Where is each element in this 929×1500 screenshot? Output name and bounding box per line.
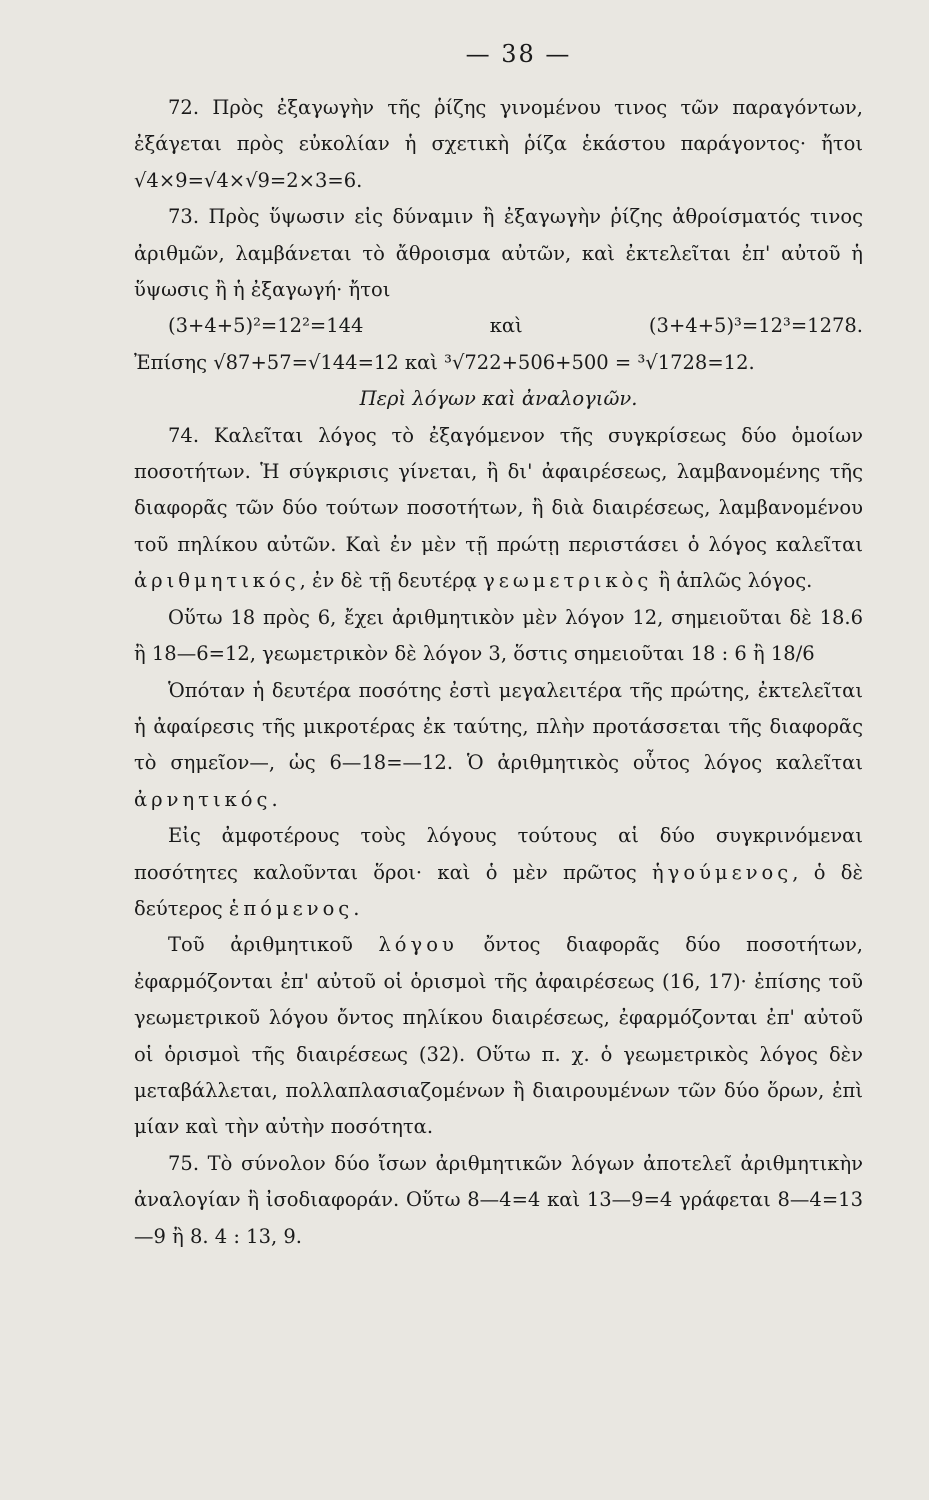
paragraph-negative-end: . bbox=[271, 787, 278, 811]
paragraph-75: 75. Τὸ σύνολον δύο ἴσων ἀριθμητικῶν λόγων ἀποτελεῖ ἀριθμητικὴν ἀναλογίαν ἢ ἰσοδιαφοράν. Οὕτω 8—4=4 καὶ 13—9=4 γράφεται 8—4=13—9 ἢ 8. 4 : 13, 9. bbox=[134, 1151, 863, 1248]
term-negative: ἀρνητικός bbox=[134, 787, 272, 811]
term-ratio: λόγου bbox=[378, 933, 458, 957]
paragraph-73-roots: Ἐπίσης √87+57=√144=12 καὶ ³√722+506+500 = ³√1728=12. bbox=[134, 350, 755, 374]
paragraph-negative bbox=[134, 673, 863, 819]
paragraph-terms-text-b: , ὁ δὲ δεύτερος bbox=[134, 860, 863, 920]
paragraph-74 bbox=[134, 418, 863, 600]
page-text bbox=[134, 90, 863, 1255]
paragraph-definitions-text-b: ὄντος διαφορᾶς δύο ποσοτήτων, ἐφαρμόζονται ἐπ' αὐτοῦ οἱ ὁρισμοὶ τῆς ἀφαιρέσεως (16, 17)· ἐπίσης τοῦ γεωμετρικοῦ λόγου ὄντος πηλίκου διαιρέσεως, ἐφαρμόζονται ἐπ' αὐτοῦ οἱ ὁρισμοὶ τῆς διαιρέσεως (32). Οὕτω π. χ. ὁ γεωμετρικὸς λόγος δὲν μεταβάλλεται, πολλαπλασιαζομένων ἢ διαιρουμένων τῶν δύο ὅρων, ἐπὶ μίαν καὶ τὴν αὐτὴν ποσότητα. bbox=[134, 933, 864, 1139]
page-number: — 38 — bbox=[465, 40, 572, 68]
term-antecedent: ἡγούμενος bbox=[652, 860, 793, 884]
term-consequent: ἑπόμενος bbox=[228, 896, 354, 920]
paragraph-definitions bbox=[134, 927, 863, 1145]
paragraph-example: Οὕτω 18 πρὸς 6, ἔχει ἀριθμητικὸν μὲν λόγον 12, σημειοῦται δὲ 18.6 ἢ 18—6=12, γεωμετρικὸν δὲ λόγον 3, ὅστις σημειοῦται 18 : 6 ἢ 18/6 bbox=[134, 605, 863, 666]
equation-power: (3+4+5)²=12²=144 καὶ (3+4+5)³=12³=1278. bbox=[168, 314, 863, 338]
paragraph-negative-text: Ὁπόταν ἡ δευτέρα ποσότης ἐστὶ μεγαλειτέρα τῆς πρώτης, ἐκτελεῖται ἡ ἀφαίρεσις τῆς μικροτέρας ἐκ ταύτης, πλὴν προτάσσεται τῆς διαφορᾶς τὸ σημεῖον—, ὡς 6—18=—12. Ὁ ἀριθμητικὸς οὗτος λόγος καλεῖται bbox=[134, 678, 863, 775]
section-heading: Περὶ λόγων καὶ ἀναλογιῶν. bbox=[359, 387, 638, 411]
term-geometric: γεωμετρικὸς bbox=[483, 569, 653, 593]
paragraph-72: 72. Πρὸς ἐξαγωγὴν τῆς ῥίζης γινομένου τινος τῶν παραγόντων, ἐξάγεται πρὸς εὐκολίαν ἡ σχετικὴ ῥίζα ἑκάστου παράγοντος· ἤτοι √4×9=√4×√9=2×3=6. bbox=[134, 96, 863, 192]
paragraph-74-text-a: 74. Καλεῖται λόγος τὸ ἐξαγόμενον τῆς συγκρίσεως δύο ὁμοίων ποσοτήτων. Ἡ σύγκρισις γίνεται, ἢ δι' ἀφαιρέσεως, λαμβανομένης τῆς διαφορᾶς τῶν δύο τούτων ποσοτήτων, ἢ διὰ διαιρέσεως, λαμβανομένου τοῦ πηλίκου αὐτῶν. Καὶ ἐν μὲν τῇ πρώτῃ περιστάσει ὁ λόγος καλεῖται bbox=[134, 423, 863, 556]
paragraph-terms-text-a: Εἰς ἀμφοτέρους τοὺς λόγους τούτους αἱ δύο συγκρινόμεναι ποσότητες καλοῦνται ὅροι· καὶ ὁ μὲν πρῶτος bbox=[134, 824, 863, 884]
paragraph-74-text-c: ἢ ἁπλῶς λόγος. bbox=[652, 569, 813, 593]
paragraph-73: 73. Πρὸς ὕψωσιν εἰς δύναμιν ἢ ἐξαγωγὴν ῥίζης ἀθροίσματός τινος ἀριθμῶν, λαμβάνεται τὸ ἄθροισμα αὐτῶν, καὶ ἐκτελεῖται ἐπ' αὐτοῦ ἡ ὕψωσις ἢ ἡ ἐξαγωγή· ἤτοι bbox=[134, 205, 863, 302]
paragraph-74-text-b: , ἐν δὲ τῇ δευτέρᾳ bbox=[299, 569, 477, 593]
paragraph-terms-end: . bbox=[353, 896, 360, 920]
term-arithmetic: ἀριθμητικός bbox=[134, 569, 300, 593]
paragraph-terms bbox=[134, 818, 863, 927]
paragraph-definitions-text-a: Τοῦ ἀριθμητικοῦ bbox=[168, 933, 353, 957]
